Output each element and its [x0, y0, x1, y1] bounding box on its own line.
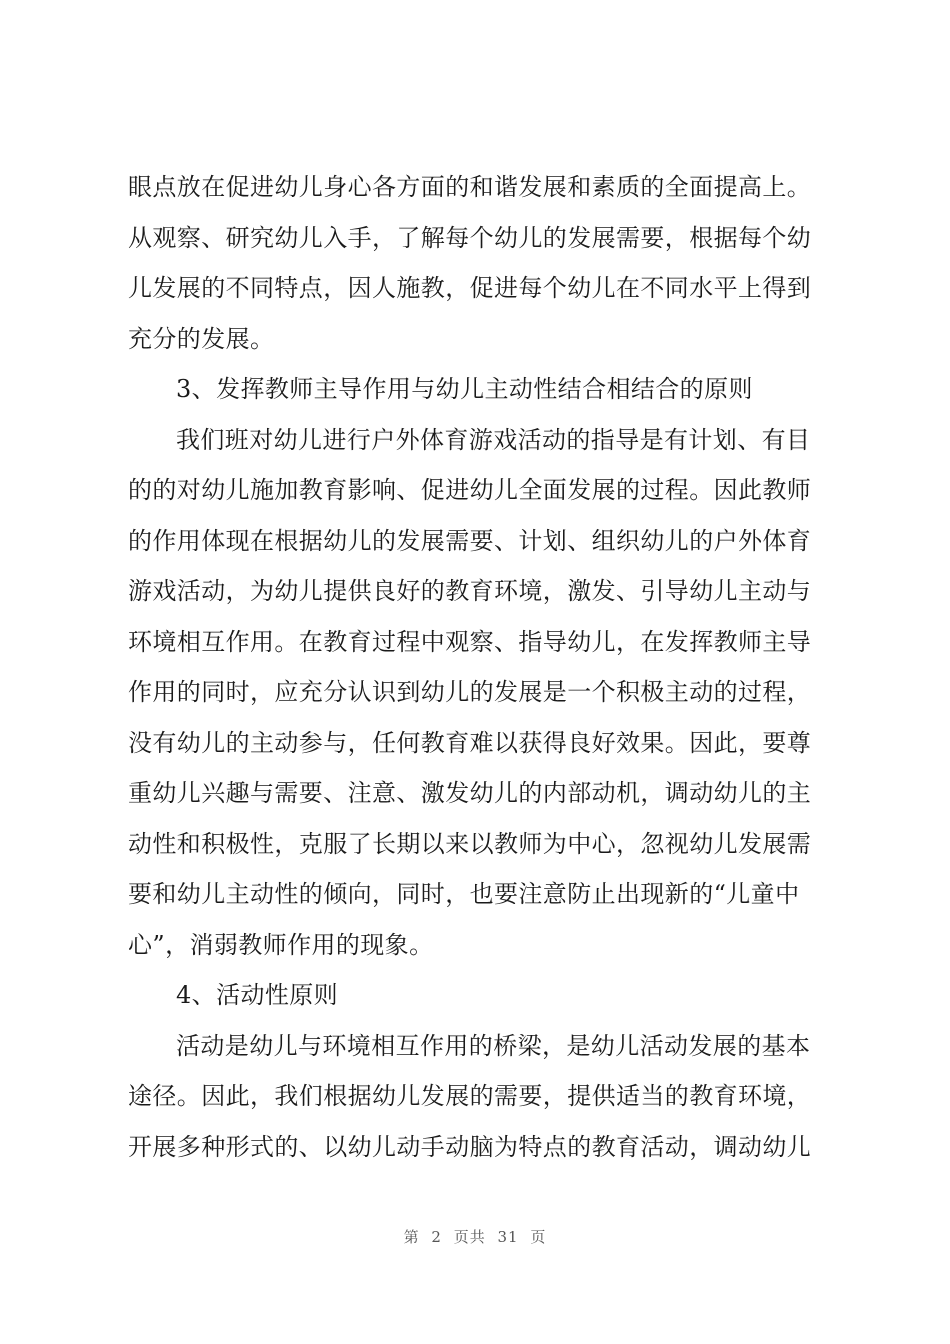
text-line: 充分的发展。: [128, 324, 275, 353]
text-line: 的作用体现在根据幼儿的发展需要、计划、组织幼儿的户外体育: [128, 526, 812, 555]
text-line: 游戏活动，为幼儿提供良好的教育环境，激发、引导幼儿主动与: [128, 577, 812, 605]
text-line: 心”，消弱教师作用的现象。: [128, 930, 434, 959]
text-line: 儿发展的不同特点，因人施教，促进每个幼儿在不同水平上得到: [128, 274, 812, 302]
text-line: 途径。因此，我们根据幼儿发展的需要，提供适当的教育环境，: [128, 1082, 812, 1110]
text-line: 开展多种形式的、以幼儿动手动脑为特点的教育活动，调动幼儿: [128, 1132, 812, 1161]
paragraph-first-line: 活动是幼儿与环境相互作用的桥梁，是幼儿活动发展的基本: [176, 1031, 811, 1060]
section-heading-4: 4、活动性原则: [176, 981, 339, 1009]
text-line: 要和幼儿主动性的倾向，同时，也要注意防止出现新的“儿童中: [128, 880, 800, 908]
document-body: [128, 162, 848, 1172]
text-line: 的的对幼儿施加教育影响、促进幼儿全面发展的过程。因此教师: [128, 476, 812, 504]
text-line: 重幼儿兴趣与需要、注意、激发幼儿的内部动机，调动幼儿的主: [128, 779, 812, 807]
paragraph-first-line: 我们班对幼儿进行户外体育游戏活动的指导是有计划、有目: [176, 425, 811, 454]
text-line: 从观察、研究幼儿入手，了解每个幼儿的发展需要，根据每个幼: [128, 223, 812, 252]
text-line: 作用的同时，应充分认识到幼儿的发展是一个积极主动的过程，: [128, 678, 812, 706]
text-line: 动性和积极性，克服了长期以来以教师为中心，忽视幼儿发展需: [128, 829, 812, 858]
section-heading-3: 3、发挥教师主导作用与幼儿主动性结合相结合的原则: [176, 375, 753, 403]
text-line: 没有幼儿的主动参与，任何教育难以获得良好效果。因此，要尊: [128, 728, 812, 757]
page-number-footer: 第 2 页共 31 页: [403, 1228, 547, 1246]
text-line: 眼点放在促进幼儿身心各方面的和谐发展和素质的全面提高上。: [128, 173, 812, 201]
text-line: 环境相互作用。在教育过程中观察、指导幼儿，在发挥教师主导: [128, 627, 812, 656]
